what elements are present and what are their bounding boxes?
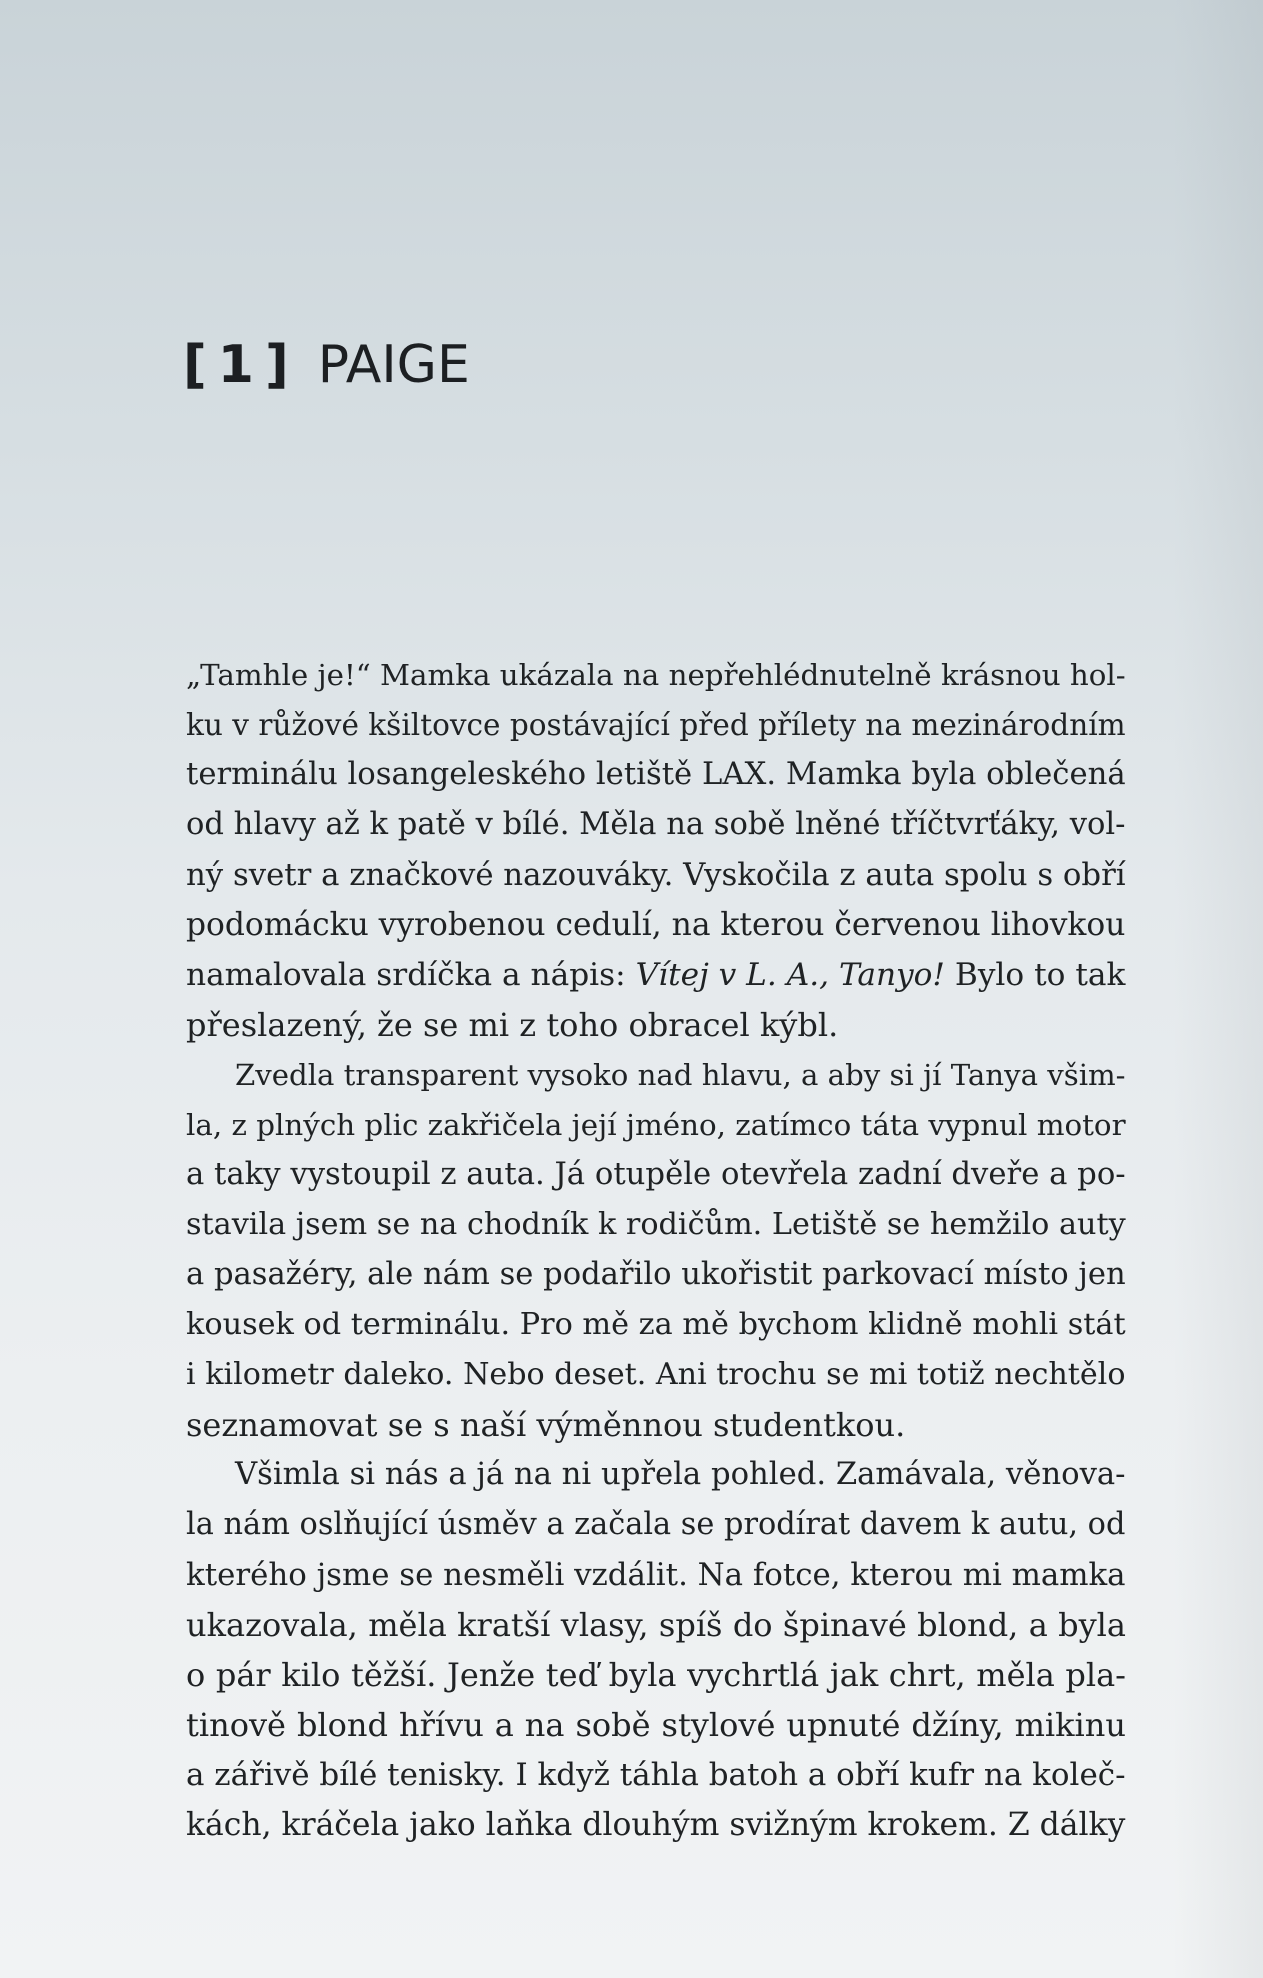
text-line: kách, kráčela jako laňka dlouhým svižným krokem. Z dálky [186, 1807, 1126, 1843]
text-line: kousek od terminálu. Pro mě za mě bychom klidně mohli stát [186, 1307, 1126, 1342]
text-line: podomácku vyrobenou cedulí, na kterou červenou lihovkou [186, 907, 1126, 943]
text-line: namalovala srdíčka a nápis: Vítej v L. A., Tanyo! Bylo to tak [186, 957, 1126, 993]
chapter-body [186, 650, 1126, 1850]
text-line: i kilometr daleko. Nebo deset. Ani trochu se mi totiž nechtělo [186, 1357, 1126, 1392]
text-line: a taky vystoupil z auta. Já otupěle otevřela zadní dveře a po- [186, 1157, 1126, 1192]
text-line: la nám oslňující úsměv a začala se prodírat davem k autu, od [186, 1507, 1126, 1542]
paragraph-first-line: Všimla si nás a já na ni upřela pohled. Zamávala, věnova- [235, 1457, 1126, 1492]
chapter-heading [183, 330, 470, 400]
text-line: a pasažéry, ale nám se podařilo ukořistit parkovací místo jen [186, 1257, 1126, 1292]
text-line: ný svetr a značkové nazouváky. Vyskočila z auta spolu s obří [186, 857, 1126, 893]
text-line: stavila jsem se na chodník k rodičům. Letiště se hemžilo auty [186, 1207, 1126, 1242]
page-shadow [1173, 0, 1263, 1978]
chapter-bracket-open: [ [183, 335, 208, 395]
text-line: od hlavy až k patě v bílé. Měla na sobě lněné tříčtvrťáky, vol- [186, 807, 1126, 842]
text-line: ku v růžové kšiltovce postávající před přílety na mezinárodním [186, 708, 1126, 742]
text-line: „Tamhle je!“ Mamka ukázala na nepřehlédnutelně krásnou hol- [186, 658, 1126, 692]
chapter-number: 1 [217, 335, 255, 395]
text-line: tinově blond hřívu a na sobě stylové upnuté džíny, mikinu [186, 1706, 1126, 1744]
text-line: přeslazený, že se mi z toho obracel kýbl. [186, 1006, 839, 1044]
text-line: o pár kilo těžší. Jenže teď byla vychrtlá jak chrt, měla pla- [186, 1656, 1126, 1694]
text-line: seznamovat se s naší výměnnou studentkou. [186, 1406, 906, 1444]
chapter-title: PAIGE [317, 335, 470, 395]
text-line: terminálu losangeleského letiště LAX. Mamka byla oblečená [186, 757, 1126, 792]
text-line: la, z plných plic zakřičela její jméno, zatímco táta vypnul motor [186, 1108, 1126, 1142]
chapter-bracket-close: ] [264, 335, 290, 395]
text-line: ukazovala, měla kratší vlasy, spíš do špinavé blond, a byla [186, 1606, 1126, 1644]
italic-sign-text: Vítej v L. A., Tanyo! [635, 957, 945, 993]
text-line: a zářivě bílé tenisky. I když táhla batoh a obří kufr na koleč- [186, 1757, 1126, 1793]
paragraph-first-line: Zvedla transparent vysoko nad hlavu, a aby si jí Tanya všim- [235, 1058, 1126, 1092]
text-line: kterého jsme se nesměli vzdálit. Na fotce, kterou mi mamka [186, 1557, 1126, 1593]
